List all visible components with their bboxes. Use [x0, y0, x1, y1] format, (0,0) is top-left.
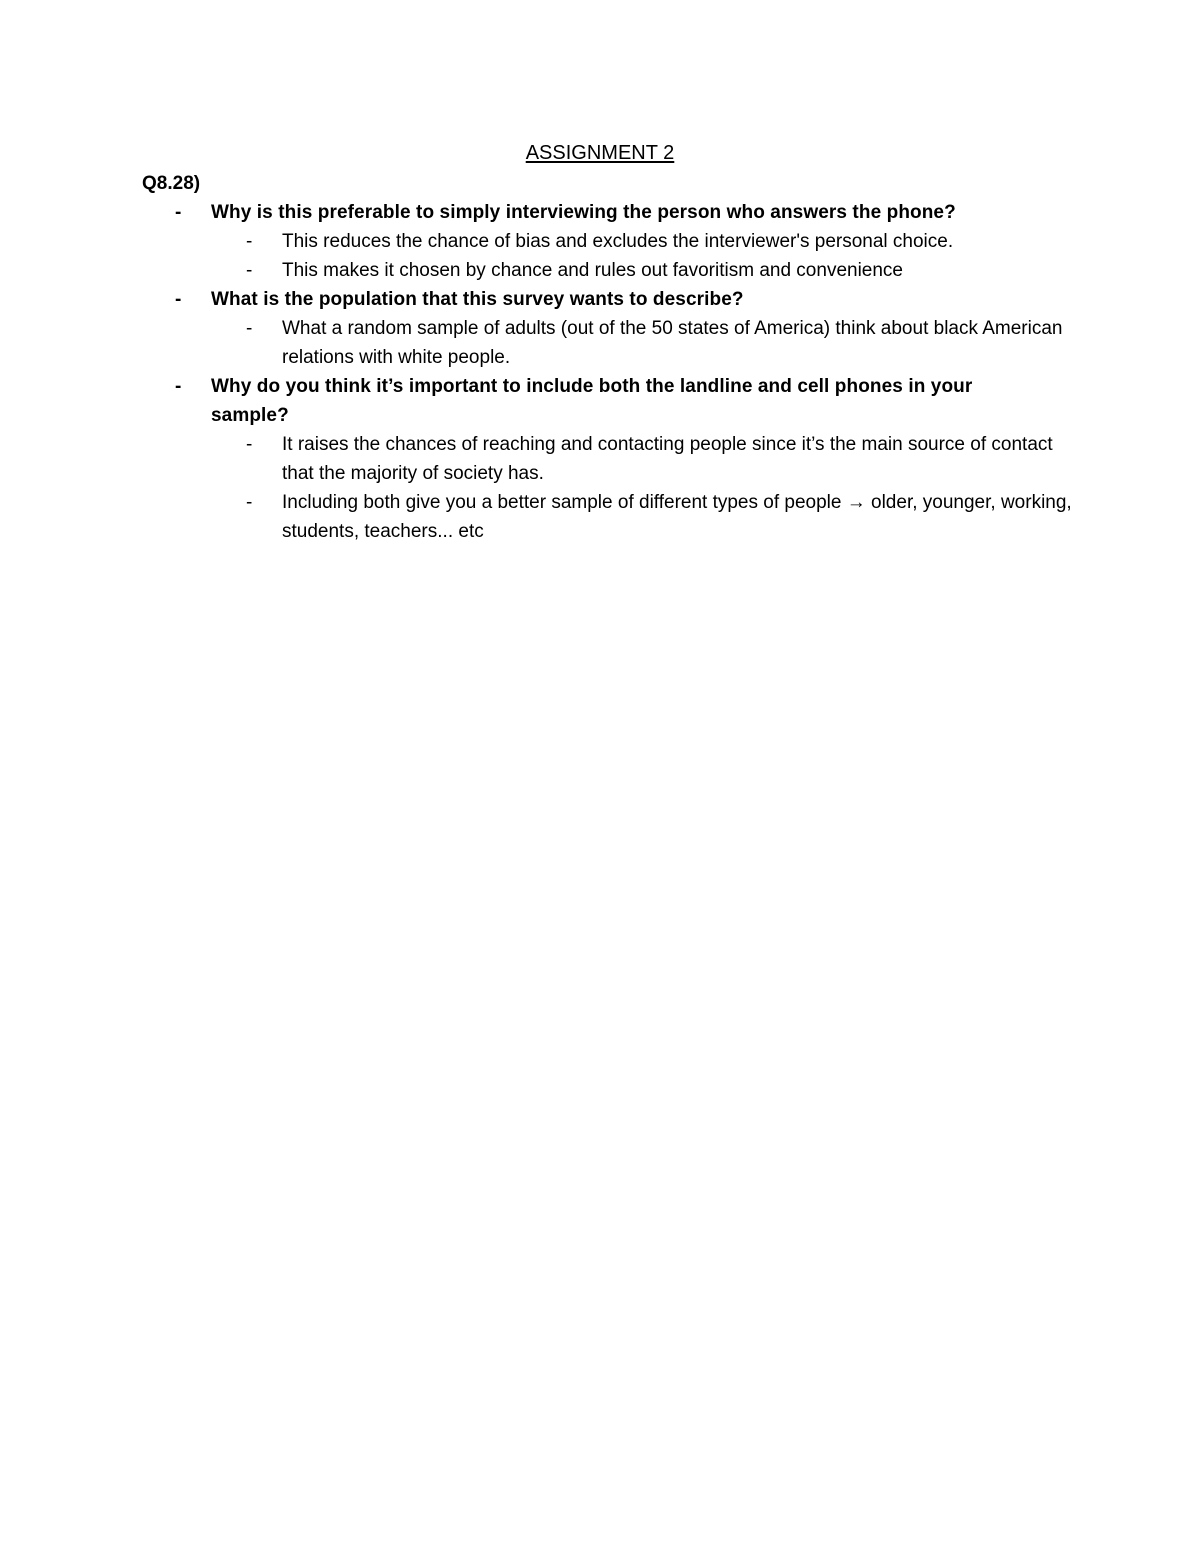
answer-text: This makes it chosen by chance and rules out favoritism and convenience — [282, 260, 903, 281]
answer-item — [0, 488, 1072, 546]
question-list — [0, 198, 1200, 546]
answer-item — [0, 256, 1072, 285]
bullet-dash: - — [175, 289, 182, 310]
question-text: Why is this preferable to simply interviewing the person who answers the phone? — [211, 202, 956, 223]
question-item — [0, 198, 1051, 227]
answer-item — [0, 430, 1072, 488]
answer-text: This reduces the chance of bias and excludes the interviewer's personal choice. — [282, 231, 954, 252]
question-text: What is the population that this survey wants to describe? — [211, 289, 744, 310]
question-label: Q8.28) — [142, 173, 201, 194]
answer-text: Including both give you a better sample of different types of people → older, younger, working, students, teachers... etc — [282, 492, 1072, 542]
bullet-dash: - — [246, 318, 253, 339]
answer-text: What a random sample of adults (out of the 50 states of America) think about black American relations with white people. — [282, 318, 1063, 368]
answer-item — [0, 227, 1072, 256]
bullet-dash: - — [246, 260, 253, 281]
bullet-dash: - — [246, 231, 253, 252]
answer-item — [0, 314, 1072, 372]
bullet-dash: - — [175, 202, 182, 223]
bullet-dash: - — [246, 492, 253, 513]
question-item — [0, 372, 1051, 430]
answer-text: It raises the chances of reaching and contacting people since it’s the main source of contact that the majority of society has. — [282, 434, 1053, 484]
bullet-dash: - — [246, 434, 253, 455]
question-item — [0, 285, 1051, 314]
question-text: Why do you think it’s important to include both the landline and cell phones in your sample? — [211, 376, 973, 426]
bullet-dash: - — [175, 376, 182, 397]
document-title: ASSIGNMENT 2 — [525, 142, 675, 164]
